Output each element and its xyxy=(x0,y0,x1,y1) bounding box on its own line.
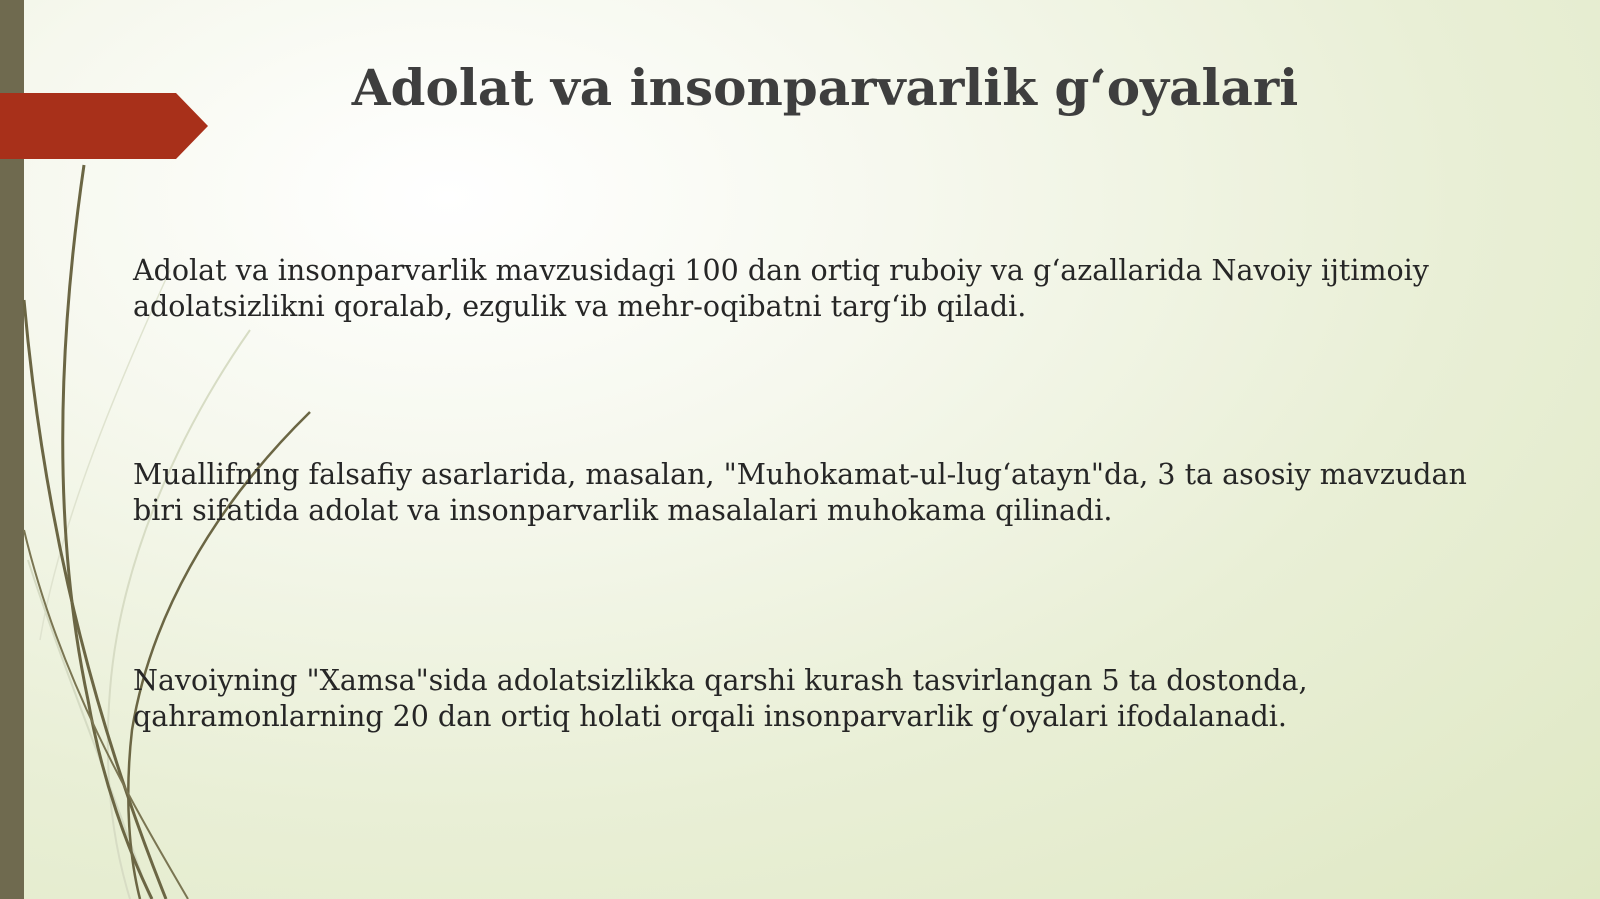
paragraph-3: Navoiyning "Xamsa"sida adolatsizlikka qarshi kurash tasvirlangan 5 ta dostonda, qahramonlarning 20 dan ortiq holati orqali insonparvarlik g‘oyalari ifodalanadi. xyxy=(133,664,1308,733)
pale-stroke-2 xyxy=(40,270,170,640)
red-arrow-banner xyxy=(0,93,208,159)
paragraph-2: Muallifning falsafiy asarlarida, masalan, "Muhokamat-ul-lug‘atayn"da, 3 ta asosiy mavzudan biri sifatida adolat va insonparvarlik masalalari muhokama qilinadi. xyxy=(133,458,1467,527)
paragraph-1: Adolat va insonparvarlik mavzusidagi 100 dan ortiq ruboiy va g‘azallarida Navoiy ijtimoiy adolatsizlikni qoralab, ezgulik va mehr-oqibatni targ‘ib qiladi. xyxy=(133,254,1429,323)
grass-stroke-2 xyxy=(24,300,166,899)
slide-title: Adolat va insonparvarlik g‘oyalari xyxy=(351,58,1299,117)
